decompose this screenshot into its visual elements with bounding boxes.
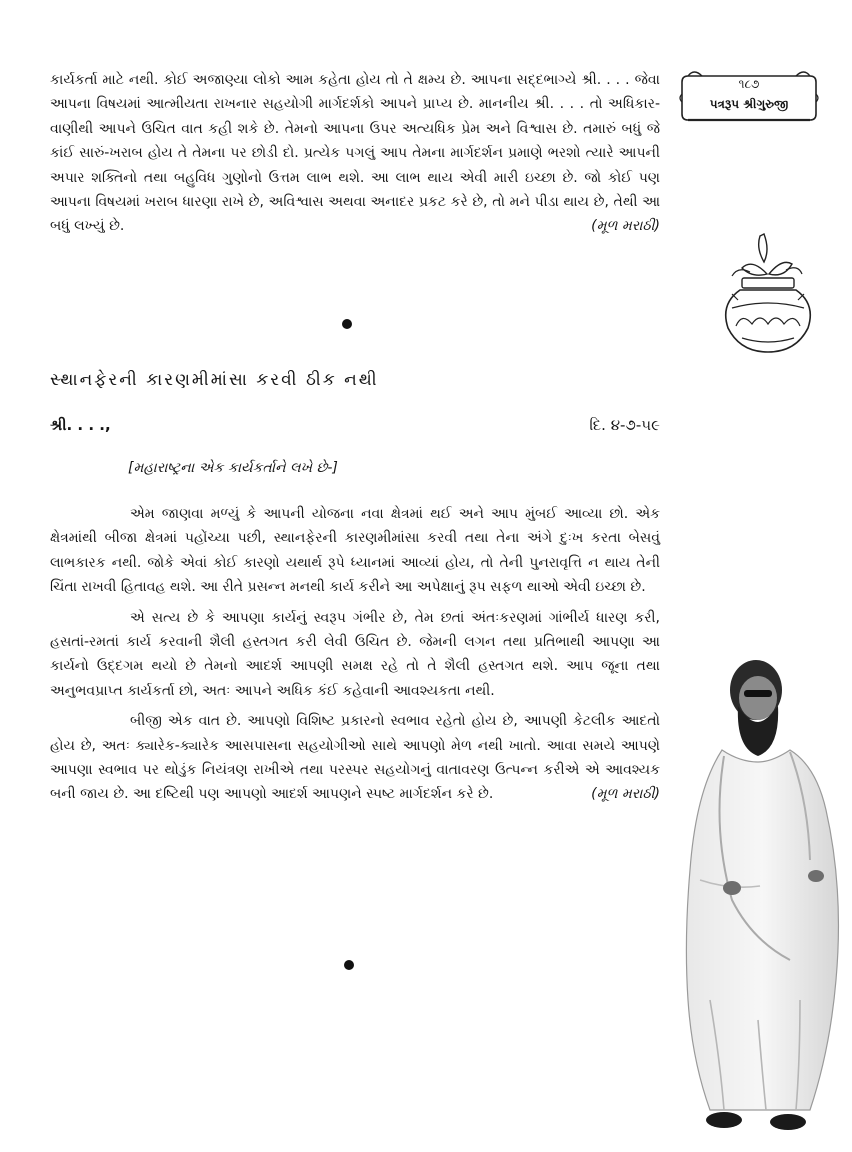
letter2-date: દિ. ૪-૭-૫૯ <box>589 416 660 434</box>
letter1-body <box>50 68 660 239</box>
letter2-body <box>50 502 660 807</box>
letter2-paragraph-1: એમ જાણવા મળ્યું કે આપની યોજના નવા ક્ષેત્રમાં થઈ અને આપ મુંબઈ આવ્યા છો. એક ક્ષેત્રમાંથી બીજા ક્ષેત્રમાં પહોંચ્યા પછી, સ્થાનફેરની કારણમીમાંસા કરવી તથા તેના અંગે દુઃખ કરતા બેસવું લાભકારક નથી. જોકે એવાં કોઈ કારણો યથાર્થ રૂપે ધ્યાનમાં આવ્યાં હોય, તો તેની પુનરાવૃત્તિ ન થાય તેની ચિંતા રાખવી હિતાવહ થશે. આ રીતે પ્રસન્ન મનથી કાર્ય કરીને આ અપેક્ષાનું રૂપ સફળ થાઓ એવી ઇચ્છા છે. <box>50 506 660 596</box>
letter1-text: કાર્યકર્તા માટે નથી. કોઈ અજાણ્યા લોકો આમ કહેતા હોય તો તે ક્ષમ્ય છે. આપના સદ્દભાગ્યે શ્રી. . . . જેવા આપના વિષયમાં આત્મીયતા રાખનાર સહયોગી માર્ગદર્શકો આપને પ્રાપ્ય છે. માનનીય શ્રી. . . . તો અધિકાર-વાણીથી આપને ઉચિત વાત કહી શકે છે. તેમનો આપના ઉપર અત્યધિક પ્રેમ અને વિશ્વાસ છે. તમારું બધું જે કાંઈ સારું-ખરાબ હોય તે તેમના પર છોડી દો. પ્રત્યેક પગલું આપ તેમના માર્ગદર્શન પ્રમાણે ભરશો ત્યારે આપની અપાર શક્તિનો તથા બહુવિધ ગુણોનો ઉત્તમ લાભ થશે. આ લાભ થાય એવી મારી ઇચ્છા છે. જો કોઈ પણ આપના વિષયમાં ખરાબ ધારણા રાખે છે, અવિશ્વાસ અથવા અનાદર પ્રકટ કરે છે, તો મને પીડા થાય છે, તેથી આ બધું લખ્યું છે. <box>50 72 660 235</box>
section-separator-dot-end <box>344 960 354 970</box>
running-title: પત્રરૂપ શ્રીગુરુજી <box>709 97 789 111</box>
standing-figure-photo <box>640 640 852 1152</box>
letter2-note: [મહારાષ્ટ્રના એક કાર્યકર્તાને લખે છે-] <box>128 460 338 476</box>
section-separator-dot <box>342 319 352 329</box>
letter2-title: સ્થાનફેરની કારણમીમાંસા કરવી ઠીક નથી <box>50 370 379 390</box>
letter2-addressee: શ્રી. . . ., <box>50 416 111 434</box>
scroll-header-emblem <box>678 64 820 126</box>
page-number: ૧૮૭ <box>738 77 760 91</box>
letter2-paragraph-3: બીજી એક વાત છે. આપણો વિશિષ્ટ પ્રકારનો સ્વભાવ રહેતો હોય છે, આપણી કેટલીક આદતો હોય છે, અતઃ ક્યારેક-ક્યારેક આસપાસના સહયોગીઓ સાથે આપણો મેળ નથી ખાતો. આવા સમયે આપણે આપણા સ્વભાવ પર થોડુંક નિયંત્રણ રાખીએ તથા પરસ્પર સહયોગનું વાતાવરણ ઉત્પન્ન કરીએ એ આવશ્યક બની જાય છે. આ દષ્ટિથી પણ આપણો આદર્શ આપણને સ્પષ્ટ માર્ગદર્શન કરે છે. <box>50 713 660 803</box>
letter2-paragraph-2: એ સત્ય છે કે આપણા કાર્યનું સ્વરૂપ ગંભીર છે, તેમ છતાં અંતઃકરણમાં ગાંભીર્ય ધારણ કરી, હસતાં-રમતાં કાર્ય કરવાની શૈલી હસ્તગત કરી લેવી ઉચિત છે. જેમની લગન તથા પ્રતિભાથી આપણા આ કાર્યનો ઉદ્દગમ થયો છે તેમનો આદર્શ આપણી સમક્ષ રહે તો તે શૈલી હસ્તગત થશે. આપ જૂના તથા અનુભવપ્રાપ્ત કાર્યકર્તા છો, અતઃ આપને અધિક કંઈ કહેવાની આવશ્યકતા નથી. <box>50 609 660 699</box>
letter2-origin: (મૂળ મરાઠી) <box>591 786 660 803</box>
kalash-pot-illustration <box>712 228 822 358</box>
letter1-origin: (મૂળ મરાઠી) <box>591 218 660 235</box>
